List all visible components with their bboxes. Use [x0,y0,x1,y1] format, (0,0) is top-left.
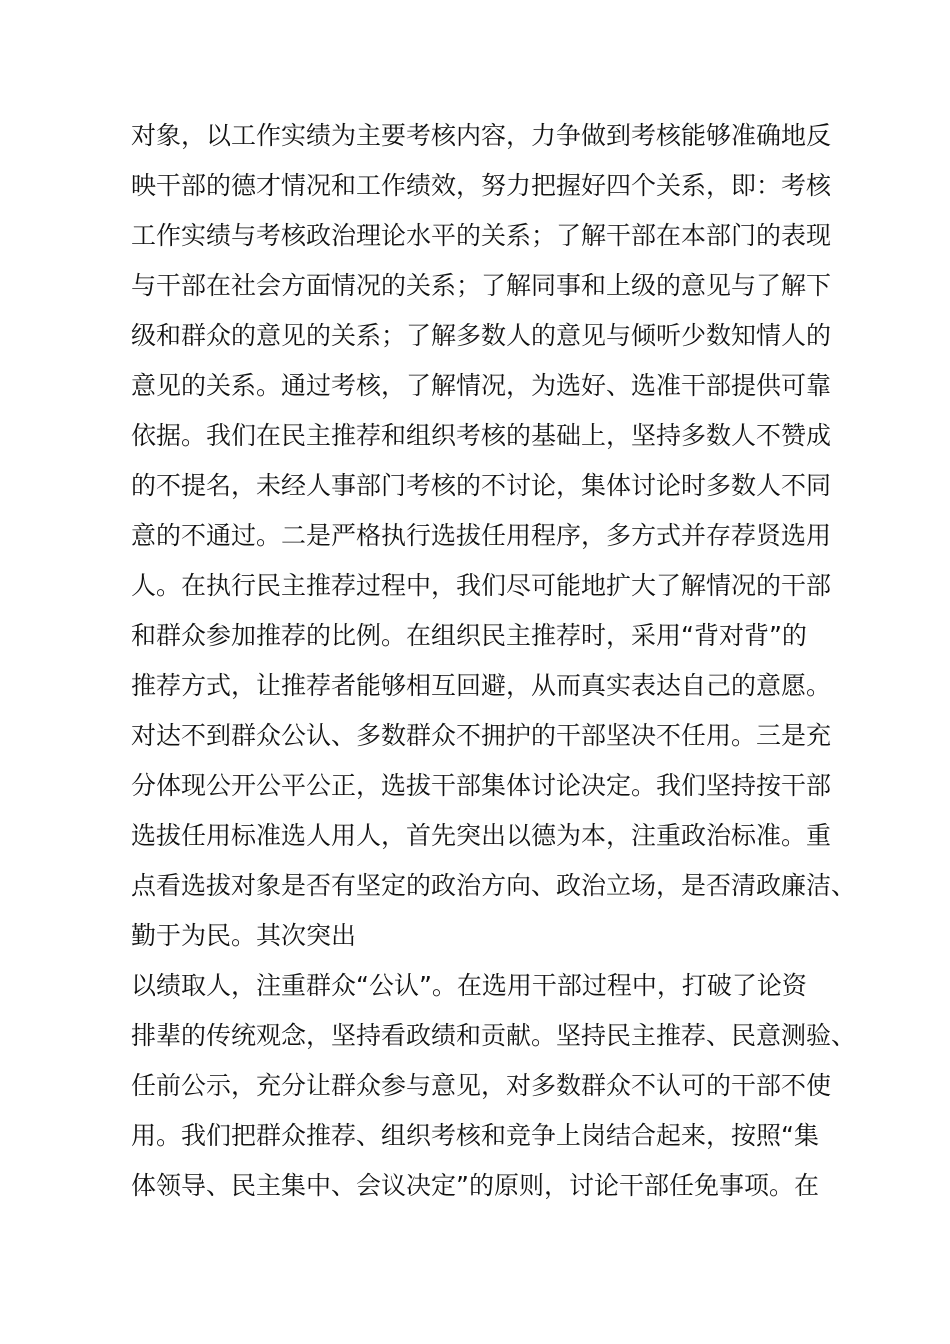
text-line: 体领导、民主集中、会议决定”的原则，讨论干部任免事项。在 [131,1171,819,1200]
text-line: 对达不到群众公认、多数群众不拥护的干部坚决不任用。三是充 [131,721,832,750]
text-line: 勤于为民。其次突出 [131,921,357,950]
body-text [131,111,857,1211]
text-line: 与干部在社会方面情况的关系；了解同事和上级的意见与了解下 [131,271,832,300]
text-line: 和群众参加推荐的比例。在组织民主推荐时，采用“背对背”的 [131,621,807,650]
text-line: 推荐方式，让推荐者能够相互回避，从而真实表达自己的意愿。 [131,671,832,700]
text-line: 以绩取人，注重群众“公认”。在选用干部过程中，打破了论资 [131,971,807,1000]
text-line: 选拔任用标准选人用人，首先突出以德为本，注重政治标准。重 [131,821,832,850]
text-line: 用。我们把群众推荐、组织考核和竞争上岗结合起来，按照“集 [131,1121,819,1150]
text-line: 对象，以工作实绩为主要考核内容，力争做到考核能够准确地反 [131,121,832,150]
text-line: 排辈的传统观念，坚持看政绩和贡献。坚持民主推荐、民意测验、 [131,1021,857,1050]
text-line: 映干部的德才情况和工作绩效，努力把握好四个关系，即：考核 [131,171,832,200]
text-line: 分体现公开公平公正，选拔干部集体讨论决定。我们坚持按干部 [131,771,832,800]
text-line: 级和群众的意见的关系；了解多数人的意见与倾听少数知情人的 [131,321,832,350]
text-line: 人。在执行民主推荐过程中，我们尽可能地扩大了解情况的干部 [131,571,832,600]
text-line: 依据。我们在民主推荐和组织考核的基础上，坚持多数人不赞成 [131,421,832,450]
text-line: 任前公示，充分让群众参与意见，对多数群众不认可的干部不使 [131,1071,832,1100]
text-line: 点看选拔对象是否有坚定的政治方向、政治立场，是否清政廉洁、 [131,871,857,900]
text-line: 意见的关系。通过考核，了解情况，为选好、选准干部提供可靠 [131,371,832,400]
text-line: 工作实绩与考核政治理论水平的关系；了解干部在本部门的表现 [131,221,832,250]
text-line: 意的不通过。二是严格执行选拔任用程序，多方式并存荐贤选用 [131,521,832,550]
text-line: 的不提名，未经人事部门考核的不讨论，集体讨论时多数人不同 [131,471,832,500]
